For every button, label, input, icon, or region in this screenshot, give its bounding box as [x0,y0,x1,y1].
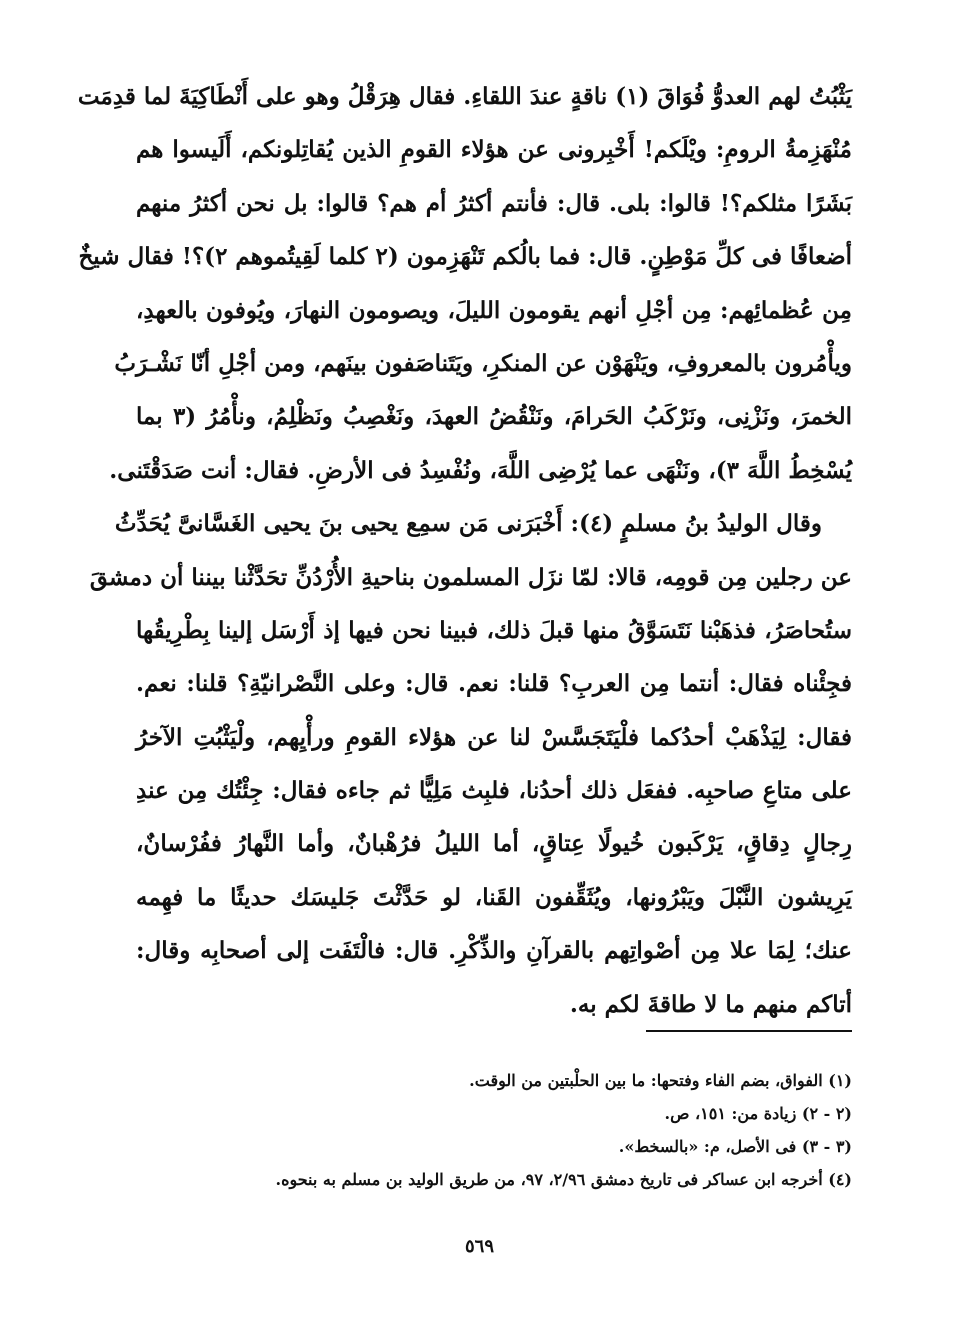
text-line: يَرِيشون النَّبْلَ ويَبْرُونها، ويُثَقِّفون القَنا، لو حَدَّثْتَ جَليسَك حديثًا ما فهِمه [136,883,852,911]
text-line: ستُحاصَرُ، فذهَبْنا نَتَسَوَّقُ منها قبلَ ذلك، فبينا نحن فيها إذ أَرْسَل إلينا بِطْرِيقُها [136,616,852,644]
text-line: ويأْمُرون بالمعروفِ، ويَنْهَوْن عن المنكرِ، ويَتَناصَفون بينَهم، ومن أجْلِ أنّا نَشْـرَبُ [114,349,852,377]
footnote-3: (٣ - ٣) فى الأصل، م: «بالسخط». [618,1137,852,1156]
main-text [77,70,852,1031]
text-line: عن رجلين مِن قومِه، قالا: لمّا نزَل المسلمون بناحيةِ الأُرْدُنِّ تحَدَّثْنا بيننا أن دمشقَ [89,563,852,591]
page-number: ٥٦٩ [464,1236,494,1257]
text-line: بَشَرًا مثلكم؟! قالوا: بلى. قال: فأنتم أكثرُ أم هم؟ قالوا: بل نحن أكثرُ منهم [136,189,852,217]
footnote-2: (٢ - ٢) زيادة من: ١٥١، ص. [664,1104,852,1123]
text-line: فجِئْناه فقال: أنتما مِن العربِ؟ قلنا: نعم. قال: وعلى النَّصْرانيّةِ؟ قلنا: نعم. [136,670,852,698]
text-line: يُسْخِطُ اللَّهَ ٣)، ونَنْهَى عما يُرْضِى اللَّهَ، ونُفْسِدُ فى الأرضِ. فقال: أنت صَدَقْتَنى. [109,456,852,484]
footnote-4: (٤) أخرجه ابن عساكر فى تاريخ دمشق ٢/٩٦، ٩٧، من طريق الوليد بن مسلم به بنحوه. [275,1170,852,1189]
footnote-divider [646,1030,852,1032]
text-line: يَثْبُتُ لهم العدوُّ فُوَاقَ (١) ناقةٍ عندَ اللقاءِ. فقال هِرَقْلُ وهو على أَنْطَاكِيَةَ لما قدِمَت [77,83,852,110]
text-line: أضعافًا فى كلِّ مَوْطِنٍ. قال: فما بالُكم تَنْهَزِمون (٢ كلما لَقِيتُموهم ٢)؟! فقال شيخٌ [78,243,852,271]
footnote-1: (١) الفواق، بضم الفاء وفتحها: ما بين الحلْبتين من الوقت. [469,1071,852,1090]
text-line: الخمرَ، ونَزْنِى، ونَرْكَبُ الحَرامَ، ونَنْقُضُ العهدَ، ونَغْصِبُ ونَظْلِمُ، ونأْمُرُ (٣ بما [136,403,852,431]
text-line: مِن عُظمائِهم: مِن أجْلِ أنهم يقومون الليلَ، ويصومون النهارَ، ويُوفون بالعهدِ، [136,296,852,324]
text-line: أتاكم منهم ما لا طاقةَ لكم به. [569,990,852,1018]
text-line: على متاعِ صاحبِه. ففعَل ذلك أحدُنا، فلبِث مَلِيًّا ثم جاءه فقال: جِئْتُك مِن عندِ [136,777,852,805]
text-line: مُنْهَزِمةُ الرومِ: ويْلَكم! أَخْبِرونى عن هؤلاء القومِ الذين يُقاتِلونكم، أَلَيسوا هم [136,136,852,164]
text-line: رِجالٍ دِقاقٍ، يَرْكَبون خُيولًا عِتاقٍ، أما الليلُ فرُهْبانٌ، وأما النَّهارُ ففُرْسانٌ، [136,830,852,858]
paragraph-start-line: وقال الوليدُ بنُ مسلمٍ (٤): أَخْبَرَنى مَن سمِع يحيى بنَ يحيى الغَسَّانىَّ يُحَدِّثُ [114,510,822,538]
footnotes [136,1064,852,1196]
text-line: فقال: لِيَذْهَبْ أحدُكما فلْيَتَجَسَّسْ لنا عن هؤلاء القومِ ورأْيِهم، ولْيَثْبُتِ الآخرُ [136,723,852,751]
text-line: عنك؛ لِمَا علا مِن أصْواتِهم بالقرآنِ والذِّكْرِ. قال: فالْتَفَت إلى أصحابِه وقال: [136,937,852,965]
